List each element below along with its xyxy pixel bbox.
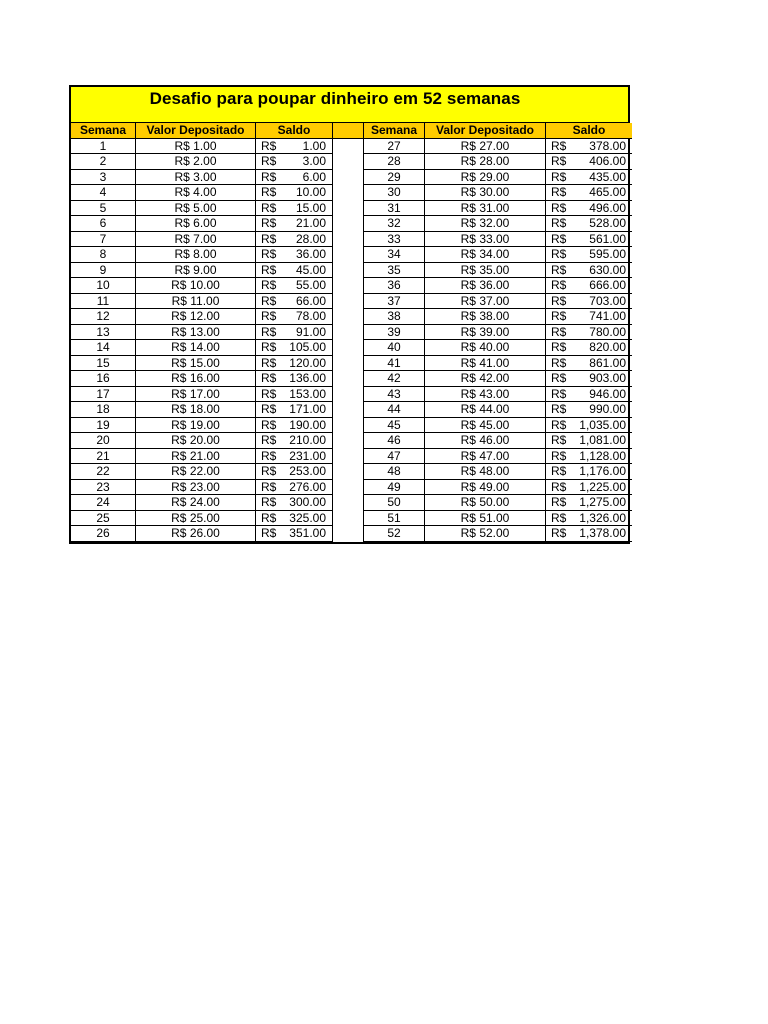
- saldo-cell: [546, 247, 632, 263]
- semana-cell: 1: [71, 139, 136, 155]
- saldo-amount: 36.00: [295, 247, 326, 261]
- semana-cell: 23: [71, 480, 136, 496]
- currency-symbol: R$: [551, 526, 567, 540]
- currency-symbol: R$: [551, 479, 567, 494]
- column-spacer: [333, 139, 364, 155]
- savings-table: [69, 123, 630, 544]
- sheet-title: Desafio para poupar dinheiro em 52 semanas: [149, 89, 521, 108]
- semana-cell: 48: [364, 464, 425, 480]
- column-spacer: [333, 356, 364, 372]
- currency-symbol: R$: [551, 371, 567, 385]
- valor-cell: R$ 48.00: [425, 464, 546, 480]
- saldo-amount: 703.00: [589, 293, 626, 308]
- saldo-cell: [546, 464, 632, 480]
- currency-symbol: R$: [551, 417, 567, 432]
- saldo-amount: 595.00: [589, 247, 626, 261]
- saldo-amount: 946.00: [589, 386, 626, 401]
- currency-symbol: R$: [261, 479, 277, 494]
- valor-cell: R$ 9.00: [136, 263, 256, 279]
- semana-cell: 27: [364, 139, 425, 155]
- saldo-amount: 666.00: [589, 278, 626, 292]
- currency-symbol: R$: [261, 169, 277, 184]
- valor-cell: R$ 22.00: [136, 464, 256, 480]
- currency-symbol: R$: [551, 510, 567, 525]
- saldo-amount: 351.00: [289, 526, 326, 540]
- valor-cell: R$ 47.00: [425, 449, 546, 465]
- currency-symbol: R$: [261, 185, 277, 199]
- saldo-amount: 153.00: [289, 386, 326, 401]
- saldo-cell: [546, 201, 632, 217]
- semana-cell: 34: [364, 247, 425, 263]
- semana-cell: 37: [364, 294, 425, 310]
- valor-cell: R$ 5.00: [136, 201, 256, 217]
- valor-cell: R$ 19.00: [136, 418, 256, 434]
- saldo-cell: [256, 154, 333, 170]
- semana-cell: 8: [71, 247, 136, 263]
- saldo-cell: [546, 356, 632, 372]
- currency-symbol: R$: [261, 324, 277, 339]
- valor-cell: R$ 6.00: [136, 216, 256, 232]
- saldo-cell: [546, 340, 632, 356]
- valor-cell: R$ 12.00: [136, 309, 256, 325]
- currency-symbol: R$: [551, 309, 567, 323]
- saldo-cell: [256, 309, 333, 325]
- saldo-cell: [546, 139, 632, 155]
- column-spacer: [333, 309, 364, 325]
- saldo-cell: [546, 232, 632, 248]
- header-spacer: [333, 123, 364, 139]
- saldo-amount: 435.00: [589, 169, 626, 184]
- saldo-cell: [256, 495, 333, 511]
- valor-cell: R$ 49.00: [425, 480, 546, 496]
- valor-cell: R$ 2.00: [136, 154, 256, 170]
- currency-symbol: R$: [551, 402, 567, 416]
- saldo-amount: 1,326.00: [579, 510, 626, 525]
- saldo-cell: [256, 511, 333, 527]
- currency-symbol: R$: [261, 510, 277, 525]
- saldo-cell: [546, 185, 632, 201]
- currency-symbol: R$: [551, 154, 567, 168]
- currency-symbol: R$: [261, 340, 277, 354]
- column-spacer: [333, 154, 364, 170]
- semana-cell: 44: [364, 402, 425, 418]
- valor-cell: R$ 35.00: [425, 263, 546, 279]
- saldo-cell: [256, 418, 333, 434]
- valor-cell: R$ 41.00: [425, 356, 546, 372]
- saldo-amount: 528.00: [589, 216, 626, 230]
- valor-cell: R$ 4.00: [136, 185, 256, 201]
- header-valor-left: Valor Depositado: [136, 123, 256, 139]
- currency-symbol: R$: [551, 495, 567, 509]
- saldo-amount: 561.00: [589, 231, 626, 246]
- saldo-cell: [546, 387, 632, 403]
- saldo-cell: [256, 387, 333, 403]
- currency-symbol: R$: [551, 138, 567, 153]
- saldo-amount: 210.00: [289, 433, 326, 447]
- currency-symbol: R$: [261, 293, 277, 308]
- semana-cell: 14: [71, 340, 136, 356]
- saldo-amount: 1.00: [302, 138, 326, 153]
- semana-cell: 5: [71, 201, 136, 217]
- valor-cell: R$ 23.00: [136, 480, 256, 496]
- saldo-cell: [546, 495, 632, 511]
- column-spacer: [333, 464, 364, 480]
- saldo-amount: 171.00: [289, 402, 326, 416]
- saldo-amount: 1,176.00: [579, 464, 626, 478]
- saldo-amount: 136.00: [289, 371, 326, 385]
- valor-cell: R$ 40.00: [425, 340, 546, 356]
- saldo-cell: [546, 263, 632, 279]
- valor-cell: R$ 8.00: [136, 247, 256, 263]
- semana-cell: 46: [364, 433, 425, 449]
- semana-cell: 12: [71, 309, 136, 325]
- valor-cell: R$ 18.00: [136, 402, 256, 418]
- saldo-cell: [256, 139, 333, 155]
- valor-cell: R$ 25.00: [136, 511, 256, 527]
- valor-cell: R$ 36.00: [425, 278, 546, 294]
- column-spacer: [333, 371, 364, 387]
- currency-symbol: R$: [551, 448, 567, 463]
- header-saldo-left: Saldo: [256, 123, 333, 139]
- saldo-amount: 1,081.00: [579, 433, 626, 447]
- currency-symbol: R$: [261, 448, 277, 463]
- saldo-cell: [256, 433, 333, 449]
- valor-cell: R$ 11.00: [136, 294, 256, 310]
- saldo-cell: [546, 325, 632, 341]
- semana-cell: 39: [364, 325, 425, 341]
- currency-symbol: R$: [261, 278, 277, 292]
- saldo-cell: [256, 356, 333, 372]
- saldo-cell: [256, 278, 333, 294]
- title-bar: [69, 85, 630, 123]
- currency-symbol: R$: [551, 262, 567, 277]
- currency-symbol: R$: [261, 262, 277, 277]
- semana-cell: 45: [364, 418, 425, 434]
- currency-symbol: R$: [261, 386, 277, 401]
- saldo-amount: 28.00: [295, 231, 326, 246]
- column-spacer: [333, 387, 364, 403]
- saldo-amount: 465.00: [589, 185, 626, 199]
- semana-cell: 40: [364, 340, 425, 356]
- saldo-amount: 1,035.00: [579, 417, 626, 432]
- header-semana-left: Semana: [71, 123, 136, 139]
- semana-cell: 51: [364, 511, 425, 527]
- currency-symbol: R$: [261, 309, 277, 323]
- currency-symbol: R$: [551, 324, 567, 339]
- semana-cell: 36: [364, 278, 425, 294]
- semana-cell: 7: [71, 232, 136, 248]
- saldo-amount: 378.00: [589, 138, 626, 153]
- semana-cell: 50: [364, 495, 425, 511]
- column-spacer: [333, 185, 364, 201]
- saldo-cell: [256, 232, 333, 248]
- semana-cell: 30: [364, 185, 425, 201]
- valor-cell: R$ 30.00: [425, 185, 546, 201]
- header-semana-right: Semana: [364, 123, 425, 139]
- semana-cell: 35: [364, 263, 425, 279]
- saldo-cell: [256, 402, 333, 418]
- saldo-cell: [546, 278, 632, 294]
- saldo-amount: 66.00: [295, 293, 326, 308]
- valor-cell: R$ 34.00: [425, 247, 546, 263]
- saldo-amount: 861.00: [589, 355, 626, 370]
- semana-cell: 47: [364, 449, 425, 465]
- saldo-amount: 325.00: [289, 510, 326, 525]
- saldo-amount: 1,275.00: [579, 495, 626, 509]
- semana-cell: 43: [364, 387, 425, 403]
- saldo-amount: 91.00: [295, 324, 326, 339]
- saldo-amount: 741.00: [589, 309, 626, 323]
- currency-symbol: R$: [551, 355, 567, 370]
- semana-cell: 19: [71, 418, 136, 434]
- valor-cell: R$ 38.00: [425, 309, 546, 325]
- currency-symbol: R$: [261, 464, 277, 478]
- saldo-amount: 10.00: [295, 185, 326, 199]
- semana-cell: 38: [364, 309, 425, 325]
- saldo-amount: 820.00: [589, 340, 626, 354]
- valor-cell: R$ 24.00: [136, 495, 256, 511]
- currency-symbol: R$: [261, 247, 277, 261]
- semana-cell: 3: [71, 170, 136, 186]
- column-spacer: [333, 511, 364, 527]
- valor-cell: R$ 27.00: [425, 139, 546, 155]
- saldo-amount: 276.00: [289, 479, 326, 494]
- saldo-amount: 253.00: [289, 464, 326, 478]
- column-spacer: [333, 449, 364, 465]
- semana-cell: 25: [71, 511, 136, 527]
- valor-cell: R$ 33.00: [425, 232, 546, 248]
- valor-cell: R$ 44.00: [425, 402, 546, 418]
- saldo-cell: [256, 294, 333, 310]
- savings-challenge-sheet: [69, 85, 630, 544]
- saldo-amount: 300.00: [289, 495, 326, 509]
- semana-cell: 41: [364, 356, 425, 372]
- saldo-cell: [256, 170, 333, 186]
- semana-cell: 20: [71, 433, 136, 449]
- column-spacer: [333, 340, 364, 356]
- semana-cell: 4: [71, 185, 136, 201]
- saldo-amount: 1,378.00: [579, 526, 626, 540]
- header-saldo-right: Saldo: [546, 123, 632, 139]
- valor-cell: R$ 28.00: [425, 154, 546, 170]
- valor-cell: R$ 15.00: [136, 356, 256, 372]
- saldo-cell: [546, 402, 632, 418]
- saldo-amount: 231.00: [289, 448, 326, 463]
- saldo-amount: 105.00: [289, 340, 326, 354]
- valor-cell: R$ 37.00: [425, 294, 546, 310]
- valor-cell: R$ 21.00: [136, 449, 256, 465]
- valor-cell: R$ 39.00: [425, 325, 546, 341]
- saldo-amount: 496.00: [589, 200, 626, 215]
- valor-cell: R$ 1.00: [136, 139, 256, 155]
- currency-symbol: R$: [261, 200, 277, 215]
- valor-cell: R$ 42.00: [425, 371, 546, 387]
- valor-cell: R$ 13.00: [136, 325, 256, 341]
- valor-cell: R$ 45.00: [425, 418, 546, 434]
- valor-cell: R$ 50.00: [425, 495, 546, 511]
- currency-symbol: R$: [551, 386, 567, 401]
- currency-symbol: R$: [551, 231, 567, 246]
- valor-cell: R$ 51.00: [425, 511, 546, 527]
- semana-cell: 16: [71, 371, 136, 387]
- currency-symbol: R$: [551, 433, 567, 447]
- semana-cell: 13: [71, 325, 136, 341]
- semana-cell: 49: [364, 480, 425, 496]
- semana-cell: 2: [71, 154, 136, 170]
- saldo-cell: [546, 511, 632, 527]
- semana-cell: 10: [71, 278, 136, 294]
- currency-symbol: R$: [261, 433, 277, 447]
- saldo-cell: [546, 154, 632, 170]
- saldo-amount: 1,225.00: [579, 479, 626, 494]
- currency-symbol: R$: [551, 247, 567, 261]
- currency-symbol: R$: [261, 138, 277, 153]
- saldo-cell: [256, 340, 333, 356]
- saldo-cell: [546, 371, 632, 387]
- semana-cell: 29: [364, 170, 425, 186]
- currency-symbol: R$: [261, 231, 277, 246]
- saldo-amount: 55.00: [295, 278, 326, 292]
- saldo-amount: 120.00: [289, 355, 326, 370]
- currency-symbol: R$: [261, 154, 277, 168]
- valor-cell: R$ 26.00: [136, 526, 256, 542]
- saldo-amount: 1,128.00: [579, 448, 626, 463]
- column-spacer: [333, 433, 364, 449]
- column-spacer: [333, 216, 364, 232]
- semana-cell: 9: [71, 263, 136, 279]
- currency-symbol: R$: [551, 200, 567, 215]
- currency-symbol: R$: [261, 526, 277, 540]
- valor-cell: R$ 7.00: [136, 232, 256, 248]
- semana-cell: 28: [364, 154, 425, 170]
- column-spacer: [333, 294, 364, 310]
- valor-cell: R$ 14.00: [136, 340, 256, 356]
- valor-cell: R$ 17.00: [136, 387, 256, 403]
- saldo-cell: [546, 449, 632, 465]
- column-spacer: [333, 170, 364, 186]
- saldo-amount: 903.00: [589, 371, 626, 385]
- semana-cell: 32: [364, 216, 425, 232]
- semana-cell: 17: [71, 387, 136, 403]
- valor-cell: R$ 31.00: [425, 201, 546, 217]
- semana-cell: 15: [71, 356, 136, 372]
- saldo-amount: 45.00: [295, 262, 326, 277]
- valor-cell: R$ 46.00: [425, 433, 546, 449]
- saldo-cell: [546, 526, 632, 542]
- saldo-amount: 3.00: [302, 154, 326, 168]
- currency-symbol: R$: [551, 216, 567, 230]
- saldo-cell: [546, 433, 632, 449]
- currency-symbol: R$: [551, 185, 567, 199]
- valor-cell: R$ 3.00: [136, 170, 256, 186]
- saldo-amount: 6.00: [302, 169, 326, 184]
- valor-cell: R$ 52.00: [425, 526, 546, 542]
- saldo-amount: 406.00: [589, 154, 626, 168]
- valor-cell: R$ 16.00: [136, 371, 256, 387]
- currency-symbol: R$: [261, 216, 277, 230]
- valor-cell: R$ 43.00: [425, 387, 546, 403]
- semana-cell: 21: [71, 449, 136, 465]
- column-spacer: [333, 247, 364, 263]
- semana-cell: 6: [71, 216, 136, 232]
- semana-cell: 52: [364, 526, 425, 542]
- currency-symbol: R$: [551, 340, 567, 354]
- currency-symbol: R$: [261, 495, 277, 509]
- semana-cell: 42: [364, 371, 425, 387]
- semana-cell: 18: [71, 402, 136, 418]
- saldo-cell: [256, 185, 333, 201]
- saldo-amount: 630.00: [589, 262, 626, 277]
- semana-cell: 26: [71, 526, 136, 542]
- saldo-amount: 78.00: [295, 309, 326, 323]
- valor-cell: R$ 20.00: [136, 433, 256, 449]
- column-spacer: [333, 263, 364, 279]
- currency-symbol: R$: [551, 464, 567, 478]
- semana-cell: 22: [71, 464, 136, 480]
- currency-symbol: R$: [261, 355, 277, 370]
- column-spacer: [333, 402, 364, 418]
- column-spacer: [333, 480, 364, 496]
- saldo-amount: 21.00: [295, 216, 326, 230]
- semana-cell: 33: [364, 232, 425, 248]
- saldo-cell: [256, 263, 333, 279]
- currency-symbol: R$: [551, 293, 567, 308]
- saldo-cell: [546, 294, 632, 310]
- saldo-amount: 990.00: [589, 402, 626, 416]
- currency-symbol: R$: [551, 278, 567, 292]
- currency-symbol: R$: [261, 371, 277, 385]
- saldo-cell: [256, 526, 333, 542]
- column-spacer: [333, 325, 364, 341]
- saldo-cell: [256, 216, 333, 232]
- saldo-amount: 190.00: [289, 417, 326, 432]
- saldo-cell: [256, 325, 333, 341]
- saldo-cell: [256, 449, 333, 465]
- column-spacer: [333, 495, 364, 511]
- currency-symbol: R$: [551, 169, 567, 184]
- saldo-cell: [546, 170, 632, 186]
- saldo-cell: [256, 480, 333, 496]
- valor-cell: R$ 32.00: [425, 216, 546, 232]
- currency-symbol: R$: [261, 417, 277, 432]
- semana-cell: 31: [364, 201, 425, 217]
- saldo-amount: 15.00: [295, 200, 326, 215]
- currency-symbol: R$: [261, 402, 277, 416]
- saldo-cell: [256, 247, 333, 263]
- column-spacer: [333, 526, 364, 542]
- column-spacer: [333, 278, 364, 294]
- column-spacer: [333, 232, 364, 248]
- semana-cell: 24: [71, 495, 136, 511]
- saldo-cell: [546, 309, 632, 325]
- column-spacer: [333, 418, 364, 434]
- saldo-cell: [256, 371, 333, 387]
- saldo-cell: [546, 480, 632, 496]
- valor-cell: R$ 29.00: [425, 170, 546, 186]
- semana-cell: 11: [71, 294, 136, 310]
- saldo-cell: [546, 216, 632, 232]
- saldo-amount: 780.00: [589, 324, 626, 339]
- saldo-cell: [256, 464, 333, 480]
- header-valor-right: Valor Depositado: [425, 123, 546, 139]
- saldo-cell: [546, 418, 632, 434]
- column-spacer: [333, 201, 364, 217]
- valor-cell: R$ 10.00: [136, 278, 256, 294]
- saldo-cell: [256, 201, 333, 217]
